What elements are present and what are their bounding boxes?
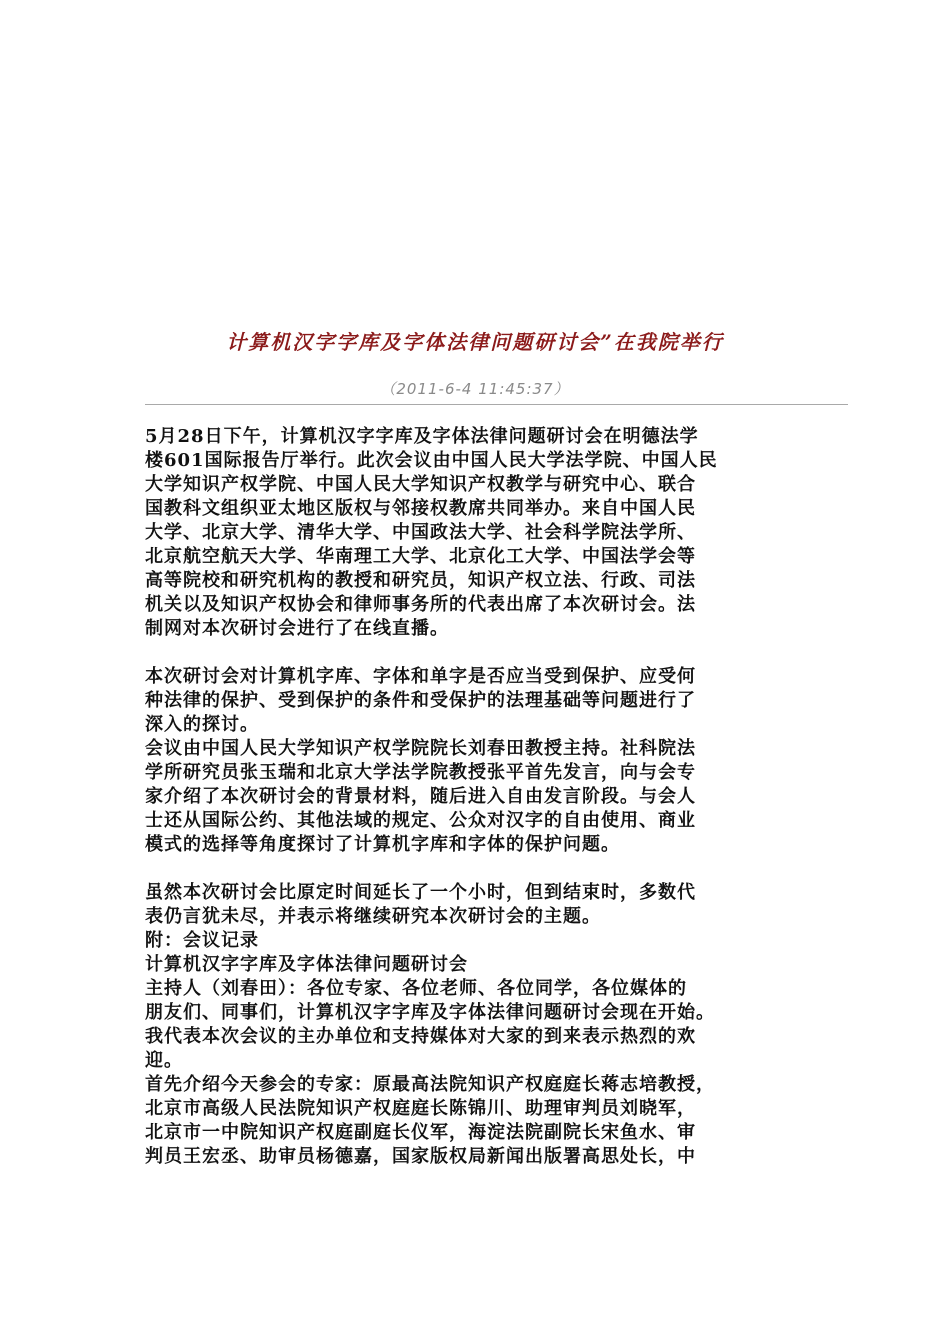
article-title: 计算机汉字字库及字体法律问题研讨会”在我院举行 [226,330,724,354]
article-body [145,425,807,1169]
body-line: 迎。 [145,1050,183,1071]
body-line: 表仍言犹未尽，并表示将继续研究本次研讨会的主题。 [145,906,601,927]
body-line: 制网对本次研讨会进行了在线直播。 [145,618,449,639]
body-line: 种法律的保护、受到保护的条件和受保护的法理基础等问题进行了 [145,690,696,711]
body-line: 5月28日下午，计算机汉字字库及字体法律问题研讨会在明德法学 [145,426,699,447]
body-line: 计算机汉字字库及字体法律问题研讨会 [145,954,468,975]
body-line: 附：会议记录 [145,930,259,951]
body-line: 主持人（刘春田）：各位专家、各位老师、各位同学，各位媒体的 [145,978,687,999]
body-line: 家介绍了本次研讨会的背景材料，随后进入自由发言阶段。与会人 [145,786,696,807]
body-line: 大学、北京大学、清华大学、中国政法大学、社会科学院法学所、 [145,522,696,543]
body-line: 虽然本次研讨会比原定时间延长了一个小时，但到结束时，多数代 [145,882,696,903]
title-divider [145,404,848,405]
body-line: 会议由中国人民大学知识产权学院院长刘春田教授主持。社科院法 [145,738,696,759]
body-line: 楼601国际报告厅举行。此次会议由中国人民大学法学院、中国人民 [145,450,718,471]
body-line: 北京市高级人民法院知识产权庭庭长陈锦川、助理审判员刘晓军， [145,1098,696,1119]
body-line: 北京航空航天大学、华南理工大学、北京化工大学、中国法学会等 [145,546,696,567]
body-line: 学所研究员张玉瑞和北京大学法学院教授张平首先发言，向与会专 [145,762,696,783]
body-line: 国教科文组织亚太地区版权与邻接权教席共同举办。来自中国人民 [145,498,696,519]
body-line: 北京市一中院知识产权庭副庭长仪军，海淀法院副院长宋鱼水、审 [145,1122,696,1143]
body-line: 本次研讨会对计算机字库、字体和单字是否应当受到保护、应受何 [145,666,696,687]
body-line: 机关以及知识产权协会和律师事务所的代表出席了本次研讨会。法 [145,594,696,615]
body-line: 大学知识产权学院、中国人民大学知识产权教学与研究中心、联合 [145,474,696,495]
body-line: 朋友们、同事们，计算机汉字字库及字体法律问题研讨会现在开始。 [145,1002,715,1023]
body-line: 我代表本次会议的主办单位和支持媒体对大家的到来表示热烈的欢 [145,1026,696,1047]
body-line: 判员王宏丞、助审员杨德嘉，国家版权局新闻出版署高思处长，中 [145,1146,696,1167]
body-line: 深入的探讨。 [145,714,259,735]
body-line: 首先介绍今天参会的专家：原最高法院知识产权庭庭长蒋志培教授， [145,1074,715,1095]
body-line: 模式的选择等角度探讨了计算机字库和字体的保护问题。 [145,834,620,855]
paragraph-gap [145,857,807,881]
paragraph-gap [145,641,807,665]
article-date: （2011-6-4 11:45:37） [380,380,570,398]
body-line: 高等院校和研究机构的教授和研究员，知识产权立法、行政、司法 [145,570,696,591]
body-line: 士还从国际公约、其他法域的规定、公众对汉字的自由使用、商业 [145,810,696,831]
